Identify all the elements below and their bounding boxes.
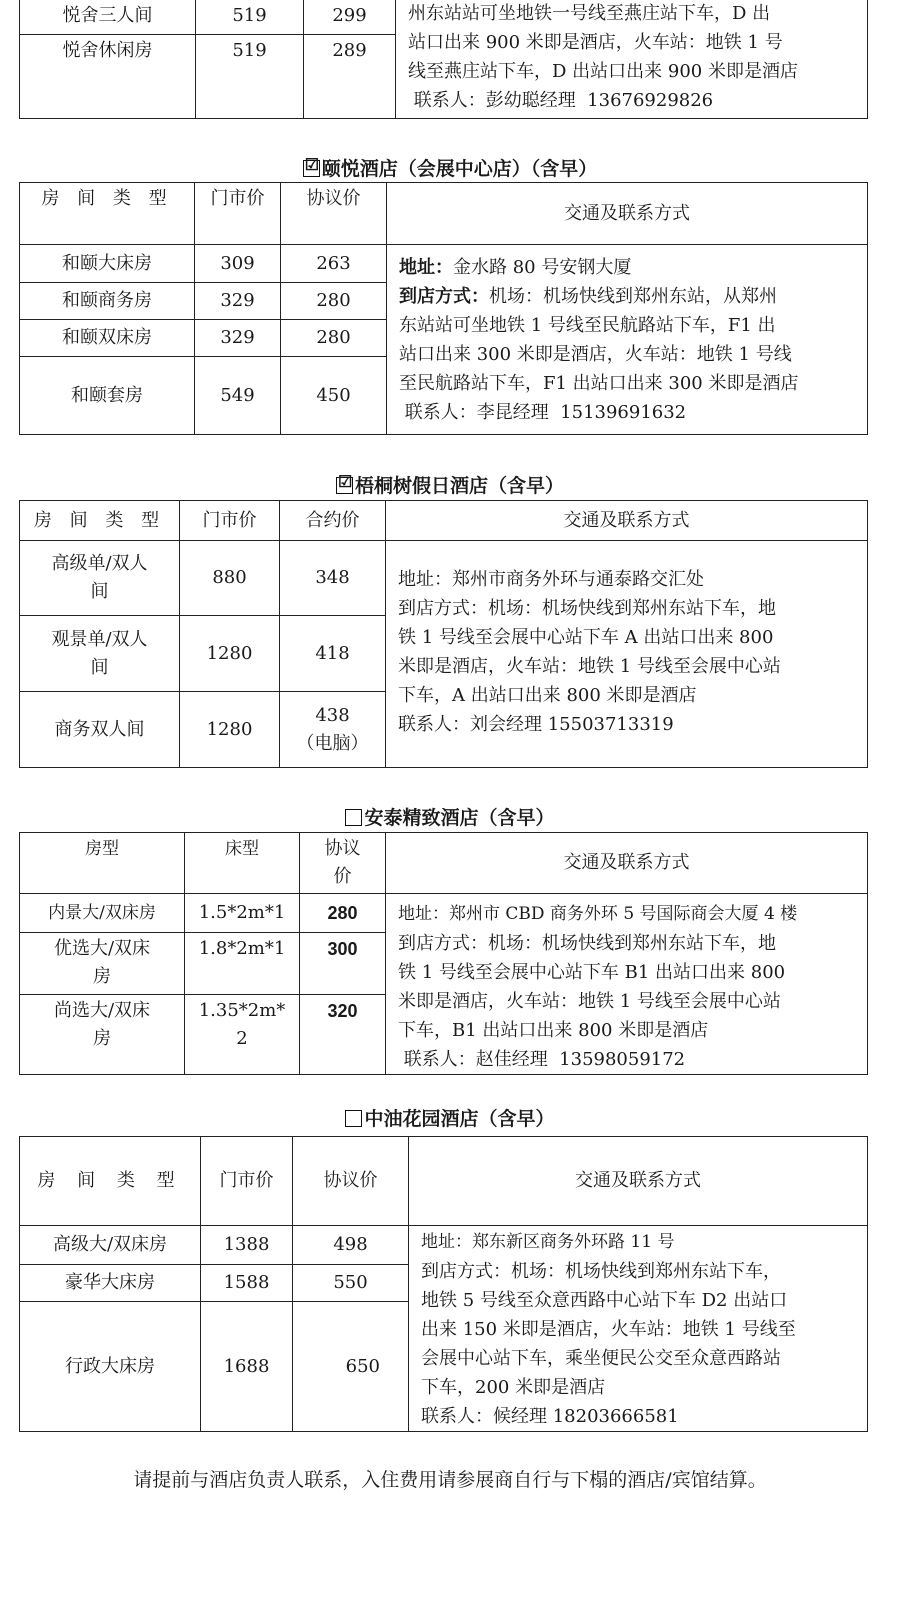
agreed-price: 299 [304, 0, 396, 35]
header-rack-price: 门市价 [180, 501, 280, 541]
room-type: 商务双人间 [20, 692, 180, 768]
transport-contact: 地址：郑州市 CBD 商务外环 5 号国际商会大厦 4 楼 到店方式：机场：机场快线到郑州东站下车，地 铁 1 号线至会展中心站下车 B1 出站口出来 800 米即是酒店，火车站：地铁 1 号线至会展中心站 下车，B1 出站口出来 800 米即是酒店 联系人：赵佳经理 13598059172 [386, 894, 868, 1075]
agreed-price: 550 [293, 1264, 409, 1302]
room-type: 悦舍三人间 [20, 0, 196, 35]
header-bed-type: 床型 [185, 833, 300, 894]
checkbox-empty-icon [345, 809, 362, 826]
agreed-price: 450 [281, 357, 387, 435]
room-type: 尚选大/双床 房 [20, 995, 185, 1075]
agreed-price: 650 [293, 1302, 409, 1432]
hotel-table-top [19, 0, 868, 119]
header-room-type: 房 间 类 型 [20, 1137, 201, 1226]
header-transport: 交通及联系方式 [386, 501, 868, 541]
room-type: 高级大/双床房 [20, 1226, 201, 1265]
room-type: 和颐双床房 [20, 320, 195, 357]
bed-type: 1.8*2m*1 [185, 933, 300, 995]
room-type: 观景单/双人 间 [20, 616, 180, 692]
hotel-table-zhongyou [19, 1136, 868, 1432]
hotel-table-wutongshu [19, 500, 868, 768]
header-room-type: 房 间 类 型 [20, 183, 195, 245]
rack-price: 549 [195, 357, 281, 435]
room-type: 和颐套房 [20, 357, 195, 435]
agreed-price: 280 [281, 320, 387, 357]
room-type: 优选大/双床 房 [20, 933, 185, 995]
checkbox-checked-icon: ☑ [336, 477, 353, 494]
rack-price: 329 [195, 283, 281, 320]
agreed-price: 348 [280, 541, 386, 616]
transport-contact: 地址：金水路 80 号安钢大厦 到店方式：机场：机场快线到郑州东站，从郑州 东站站可坐地铁 1 号线至民航路站下车，F1 出 站口出来 300 米即是酒店，火车站：地铁 1 号线 至民航路站下车，F1 出站口出来 300 米即是酒店 联系人：李昆经理 15139691632 [387, 245, 868, 435]
room-type: 和颐商务房 [20, 283, 195, 320]
transport-contact: 地址：郑东新区商务外环路 11 号 到店方式：机场：机场快线到郑州东站下车， 地铁 5 号线至众意西路中心站下车 D2 出站口 出来 150 米即是酒店，火车站：地铁 1 号线至 会展中心站下车，乘坐便民公交至众意西路站 下车，200 米即是酒店 联系人：候经理 18203666581 [409, 1226, 868, 1432]
hotel-title-yiyue: ☑ 颐悦酒店（会展中心店）（含早） [304, 155, 598, 180]
agreed-price: 300 [300, 933, 386, 995]
checkbox-empty-icon [345, 1110, 362, 1127]
header-rack-price: 门市价 [195, 183, 281, 245]
transport-contact: 地址：郑州市商务外环与通泰路交汇处 到店方式：机场：机场快线到郑州东站下车，地 铁 1 号线至会展中心站下车 A 出站口出来 800 米即是酒店，火车站：地铁 1 号线至会展中心站 下车，A 出站口出来 800 米即是酒店 联系人：刘会经理 15503713319 [386, 541, 868, 768]
rack-price: 1588 [201, 1264, 293, 1302]
header-agreed-price: 协议 价 [300, 833, 386, 894]
header-rack-price: 门市价 [201, 1137, 293, 1226]
header-transport: 交通及联系方式 [409, 1137, 868, 1226]
footer-note: 请提前与酒店负责人联系，入住费用请参展商自行与下榻的酒店/宾馆结算。 [133, 1469, 767, 1491]
header-transport: 交通及联系方式 [386, 833, 868, 894]
agreed-price: 418 [280, 616, 386, 692]
rack-price: 519 [196, 0, 304, 35]
bed-type: 1.5*2m*1 [185, 894, 300, 933]
rack-price: 1280 [180, 616, 280, 692]
room-type: 豪华大床房 [20, 1264, 201, 1302]
room-type: 高级单/双人 间 [20, 541, 180, 616]
rack-price: 880 [180, 541, 280, 616]
rack-price: 1280 [180, 692, 280, 768]
bed-type: 1.35*2m* 2 [185, 995, 300, 1075]
agreed-price: 263 [281, 245, 387, 283]
hotel-title-antai: 安泰精致酒店（含早） [0, 805, 900, 831]
transport-contact: 州东站站可坐地铁一号线至燕庄站下车，D 出 站口出来 900 米即是酒店，火车站：地铁 1 号 线至燕庄站下车，D 出站口出来 900 米即是酒店 联系人：彭幼聪经理 13676929826 [396, 0, 868, 119]
hotel-table-antai [19, 832, 868, 1075]
header-agreed-price: 合约价 [280, 501, 386, 541]
rack-price: 329 [195, 320, 281, 357]
rack-price: 1688 [201, 1302, 293, 1432]
agreed-price: 280 [300, 894, 386, 933]
header-agreed-price: 协议价 [281, 183, 387, 245]
header-transport: 交通及联系方式 [387, 183, 868, 245]
room-type: 行政大床房 [20, 1302, 201, 1432]
checkbox-checked-icon: ☑ [303, 160, 320, 177]
rack-price: 1388 [201, 1226, 293, 1265]
hotel-title-zhongyou: 中油花园酒店（含早） [0, 1106, 900, 1132]
agreed-price: 289 [304, 35, 396, 119]
hotel-table-yiyue [19, 182, 868, 435]
agreed-price: 438 （电脑） [280, 692, 386, 768]
rack-price: 309 [195, 245, 281, 283]
agreed-price: 498 [293, 1226, 409, 1265]
agreed-price: 280 [281, 283, 387, 320]
rack-price: 519 [196, 35, 304, 119]
room-type: 悦舍休闲房 [20, 35, 196, 119]
header-room-type: 房型 [20, 833, 185, 894]
agreed-price: 320 [300, 995, 386, 1075]
room-type: 内景大/双床房 [20, 894, 185, 933]
room-type: 和颐大床房 [20, 245, 195, 283]
header-agreed-price: 协议价 [293, 1137, 409, 1226]
header-room-type: 房 间 类 型 [20, 501, 180, 541]
hotel-title-wutongshu: ☑ 梧桐树假日酒店（含早） [337, 472, 564, 497]
